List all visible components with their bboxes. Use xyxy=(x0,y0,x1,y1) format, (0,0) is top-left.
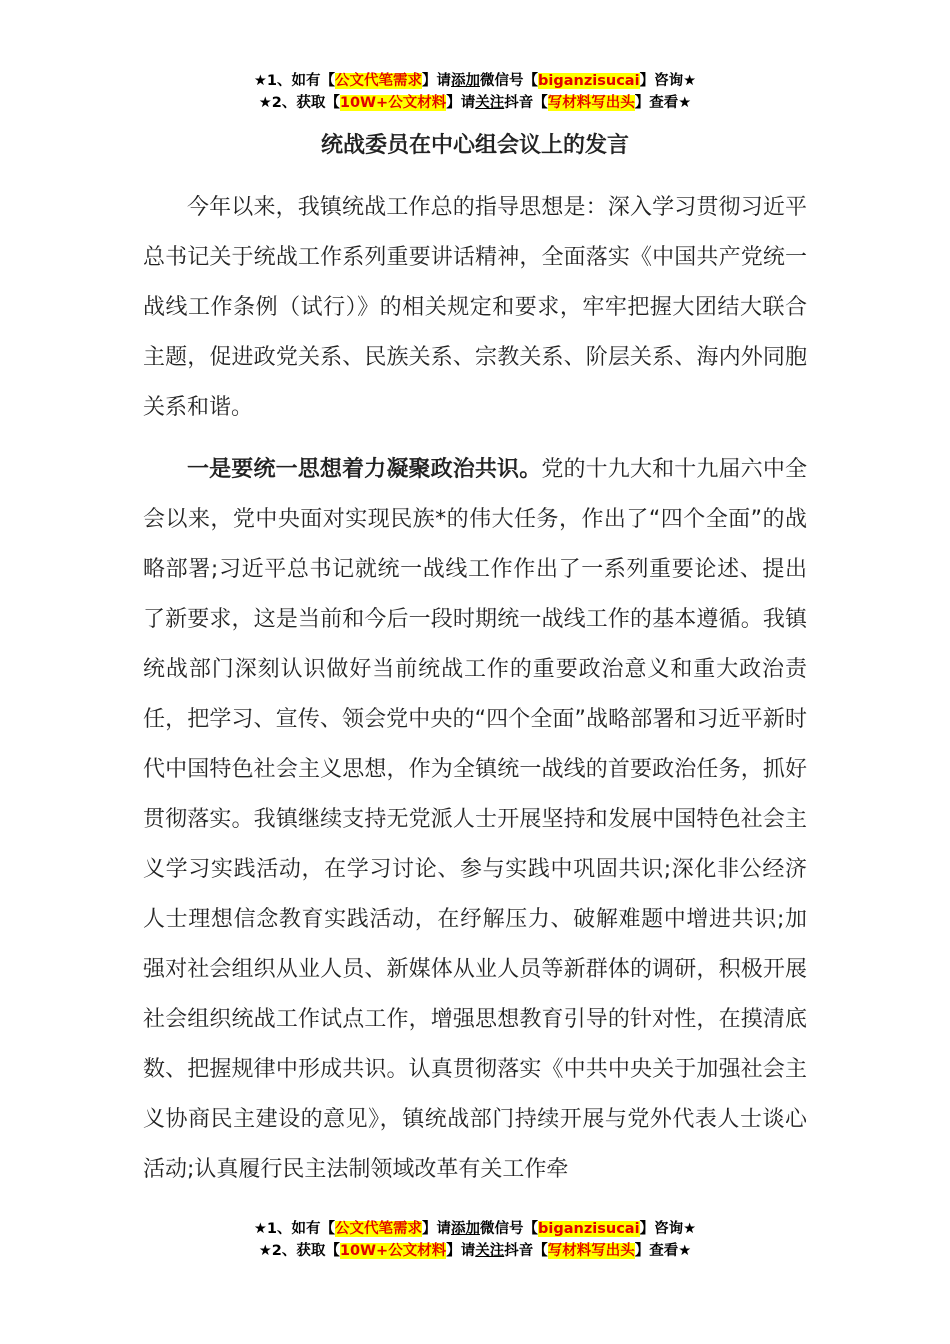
banner-underline: 关注 xyxy=(475,95,505,111)
paragraph-1: 今年以来，我镇统战工作总的指导思想是：深入学习贯彻习近平总书记关于统战工作系列重要讲话精神，全面落实《中国共产党统一战线工作条例（试行）》的相关规定和要求，牢牢把握大团结大联合主题，促进政党关系、民族关系、宗教关系、阶层关系、海内外同胞关系和谐。 xyxy=(143,195,807,420)
paragraph-2-body: 党的十九大和十九届六中全会以来，党中央面对实现民族*的伟大任务，作出了“四个全面”的战略部署;习近平总书记就统一战线工作作出了一系列重要论述、提出了新要求，这是当前和今后一段时期统一战线工作的基本遵循。我镇统战部门深刻认识做好当前统战工作的重要政治意义和重大政治责任，把学习、宣传、领会党中央的“四个全面”战略部署和习近平新时代中国特色社会主义思想，作为全镇统一战线的首要政治任务，抓好贯彻落实。我镇继续支持无党派人士开展坚持和发展中国特色社会主义学习实践活动，在学习讨论、参与实践中巩固共识;深化非公经济人士理想信念教育实践活动，在纾解压力、破解难题中增进共识;加强对社会组织从业人员、新媒体从业人员等新群体的调研，积极开展社会组织统战工作试点工作，增强思想教育引导的针对性，在摸清底数、把握规律中形成共识。认真贯彻落实《中共中央关于加强社会主义协商民主建设的意见》，镇统战部门持续开展与党外代表人士谈心活动;认真履行民主法制领域改革有关工作牵 xyxy=(143,457,807,1182)
banner-highlight: 10W+公文材料 xyxy=(339,95,447,111)
banner-text: 】请 xyxy=(422,73,452,89)
banner-text: 】咨询★ xyxy=(639,1221,697,1237)
header-banner-line-2 xyxy=(0,92,950,114)
header-banner-line-1 xyxy=(0,70,950,92)
banner-underline: 添加 xyxy=(451,1221,481,1237)
paragraph-2 xyxy=(143,445,807,1195)
banner-text: 微信号【 xyxy=(480,1221,539,1237)
banner-text: ★2、获取【 xyxy=(258,1243,340,1259)
banner-highlight: 10W+公文材料 xyxy=(339,1243,447,1259)
banner-text: 】请 xyxy=(446,95,476,111)
banner-text: 抖音【 xyxy=(504,1243,548,1259)
header-banner xyxy=(0,70,950,114)
footer-banner-line-2 xyxy=(0,1240,950,1262)
banner-highlight: 写材料写出头 xyxy=(547,1243,635,1259)
banner-text: 】查看★ xyxy=(634,1243,692,1259)
banner-text: 】请 xyxy=(446,1243,476,1259)
banner-text: 】请 xyxy=(422,1221,452,1237)
banner-highlight: 公文代笔需求 xyxy=(335,1221,423,1237)
banner-text: ★1、如有【 xyxy=(253,73,336,89)
banner-text: ★1、如有【 xyxy=(253,1221,336,1237)
paragraph-2-lead: 一是要统一思想着力凝聚政治共识。 xyxy=(187,457,542,482)
banner-highlight: biganzisucai xyxy=(538,73,640,89)
banner-text: 抖音【 xyxy=(504,95,548,111)
document-title: 统战委员在中心组会议上的发言 xyxy=(320,133,629,158)
banner-underline: 添加 xyxy=(451,73,481,89)
banner-text: 】咨询★ xyxy=(639,73,697,89)
footer-banner xyxy=(0,1218,950,1262)
footer-banner-line-1 xyxy=(0,1218,950,1240)
banner-text: ★2、获取【 xyxy=(258,95,340,111)
banner-underline: 关注 xyxy=(475,1243,505,1259)
banner-text: 】查看★ xyxy=(634,95,692,111)
banner-highlight: biganzisucai xyxy=(538,1221,640,1237)
banner-highlight: 写材料写出头 xyxy=(547,95,635,111)
banner-text: 微信号【 xyxy=(480,73,539,89)
banner-highlight: 公文代笔需求 xyxy=(335,73,423,89)
